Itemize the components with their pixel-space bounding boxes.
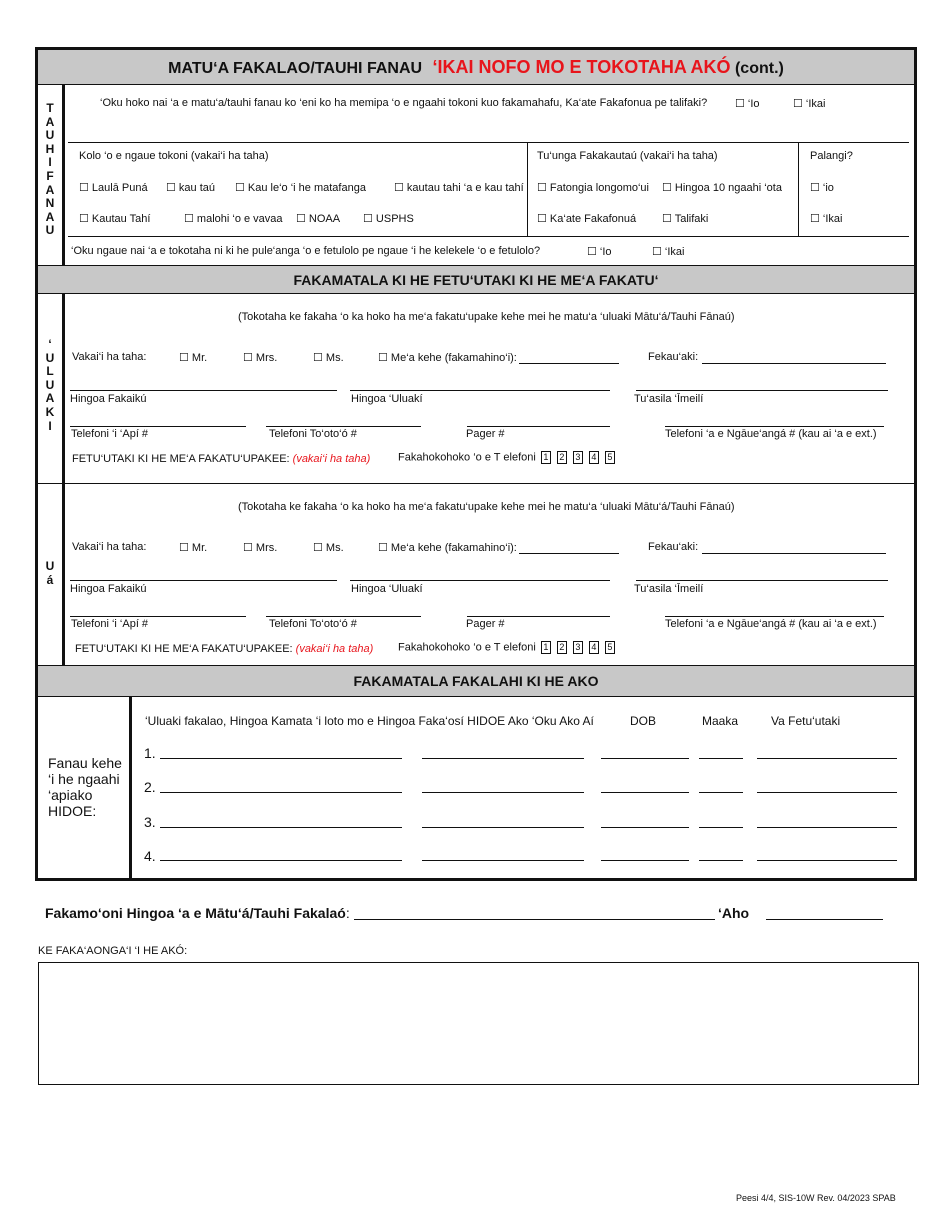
siblings-left-label: Fanau kehe ‘i he ngaahi ‘apiako HIDOE: xyxy=(48,755,122,819)
contact-2-fetu-note: (vakai‘i ha taha) xyxy=(295,643,374,655)
contact-1-mrs[interactable]: ☐ Mrs. xyxy=(243,352,278,364)
sibling-row-1: 1. xyxy=(144,745,156,761)
kolo-opt-2[interactable]: ☐ kau taú xyxy=(166,182,216,194)
contact-2-pager-label: Pager # xyxy=(466,618,505,630)
sibling-1-school-input[interactable] xyxy=(422,758,584,759)
contact-1-uluaki-label: Hingoa ‘Uluakí xyxy=(351,393,423,405)
contact-2-home-input[interactable] xyxy=(70,616,246,617)
kolo-opt-4[interactable]: ☐ kautau tahi ‘a e kau tahí xyxy=(394,182,524,194)
contact-2-side-label: U á xyxy=(45,559,55,587)
palangi-label: Palangi? xyxy=(810,150,853,162)
extra-header xyxy=(38,665,914,697)
contact-header-text: FAKAMATALA KI HE FETU‘UTAKI KI HE ME‘A FAKATU‘ xyxy=(293,272,659,288)
contact-1-home-label: Telefoni ‘i ‘Apí # xyxy=(71,428,149,440)
contact-1-fekau: Fekau‘aki: xyxy=(648,351,699,363)
contact-2-num-1[interactable]: 1 xyxy=(541,641,551,654)
contact-2-uluaki-input[interactable] xyxy=(350,580,610,581)
sibling-3-school-input[interactable] xyxy=(422,827,584,828)
contact-2-faka-input[interactable] xyxy=(70,580,337,581)
sibling-2-maaka-input[interactable] xyxy=(699,792,743,793)
contact-2-side xyxy=(38,484,65,665)
kolo-opt-3[interactable]: ☐ Kau le‘o ‘i he matafanga xyxy=(235,182,366,194)
sibling-4-dob-input[interactable] xyxy=(601,860,689,861)
tauhi-question: ‘Oku hoko nai ‘a e matu‘a/tauhi fanau ko ‘eni ko ha memipa ‘o e ngaahi tokoni kuo fakamahafu, Ka‘ate Fakafonua pe talifaki? xyxy=(100,97,708,109)
contact-1-home-input[interactable] xyxy=(70,426,246,427)
sibling-2-name-input[interactable] xyxy=(160,792,402,793)
contact-1-note: (Tokotaha ke fakaha ‘o ka hoko ha me‘a fakatu‘upake kehe mei he matu‘a ‘uluaki Mātu‘á/Tauhi Fānaú) xyxy=(238,311,735,323)
contact-2-fekau: Fekau‘aki: xyxy=(648,541,699,553)
aho-label: ‘Aho xyxy=(718,905,750,921)
kolo-opt-7[interactable]: ☐ NOAA xyxy=(296,213,341,225)
contact-2-fetu-label: FETU‘UTAKI KI HE ME‘A FAKATU‘UPAKEE: xyxy=(75,643,293,655)
contact-1-faka-label: Hingoa Fakaikú xyxy=(70,393,147,405)
contact-2-fakaho xyxy=(398,641,621,654)
contact-2-num-2[interactable]: 2 xyxy=(557,641,567,654)
tauhi-q2-yes[interactable]: ☐ ‘Io xyxy=(587,246,612,258)
contact-divider xyxy=(38,483,914,484)
contact-1-mr[interactable]: ☐ Mr. xyxy=(179,352,208,364)
contact-1-fekau-input[interactable] xyxy=(702,363,886,364)
contact-2-cell-label: Telefoni To‘oto‘ó # xyxy=(269,618,357,630)
kolo-opt-5[interactable]: ☐ Kautau Tahí xyxy=(79,213,151,225)
signature-label xyxy=(45,905,350,921)
contact-2-fakaho-label: Fakahokohoko ‘o e T elefoni xyxy=(398,641,536,654)
contact-1-num-1[interactable]: 1 xyxy=(541,451,551,464)
contact-1-pager-label: Pager # xyxy=(466,428,505,440)
contact-1-other[interactable]: ☐ Me‘a kehe (fakamahino‘i): xyxy=(378,352,517,364)
form-frame xyxy=(35,47,917,881)
title-cont: (cont.) xyxy=(734,60,784,77)
sibling-3-maaka-input[interactable] xyxy=(699,827,743,828)
tuunga-opt-3[interactable]: ☐ Ka‘ate Fakafonuá xyxy=(537,213,637,225)
sibling-row-4: 4. xyxy=(144,848,156,864)
signature-colon: : xyxy=(345,905,350,921)
contact-1-faka-input[interactable] xyxy=(70,390,337,391)
aho-input[interactable] xyxy=(766,919,883,920)
contact-1-email-input[interactable] xyxy=(636,390,888,391)
contact-1-fakaho-label: Fakahokohoko ‘o e T elefoni xyxy=(398,451,536,464)
contact-header xyxy=(38,265,914,294)
signature-input[interactable] xyxy=(354,919,715,920)
sibling-3-va-input[interactable] xyxy=(757,827,897,828)
siblings-col-va: Va Fetu‘utaki xyxy=(771,714,841,728)
sibling-row-3: 3. xyxy=(144,814,156,830)
sibling-4-maaka-input[interactable] xyxy=(699,860,743,861)
contact-1-num-4[interactable]: 4 xyxy=(589,451,599,464)
title-main: MATU‘A FAKALAO/TAUHI FANAU xyxy=(168,60,423,77)
sibling-1-maaka-input[interactable] xyxy=(699,758,743,759)
tauhi-q-yes[interactable]: ☐ ‘Io xyxy=(735,98,760,110)
sibling-4-school-input[interactable] xyxy=(422,860,584,861)
sibling-3-name-input[interactable] xyxy=(160,827,402,828)
contact-1-fetu xyxy=(72,453,370,465)
contact-2-vakai: Vakai‘i ha taha: xyxy=(72,541,147,553)
contact-2-ms[interactable]: ☐ Ms. xyxy=(313,542,344,554)
contact-1-work-label: Telefoni ‘a e Ngāue‘angá # (kau ai ‘a e ext.) xyxy=(665,428,877,440)
contact-2-mr[interactable]: ☐ Mr. xyxy=(179,542,208,554)
tuunga-opt-1[interactable]: ☐ Fatongia longomo‘ui xyxy=(537,182,649,194)
contact-1-vakai: Vakai‘i ha taha: xyxy=(72,351,147,363)
contact-2-faka-label: Hingoa Fakaikú xyxy=(70,583,147,595)
contact-1-num-2[interactable]: 2 xyxy=(557,451,567,464)
tauhi-q2-no[interactable]: ☐ ‘Ikai xyxy=(652,246,685,258)
sibling-1-dob-input[interactable] xyxy=(601,758,689,759)
contact-1-fetu-note: (vakai‘i ha taha) xyxy=(292,453,371,465)
contact-1-cell-label: Telefoni To‘oto‘ó # xyxy=(269,428,357,440)
contact-2-num-5[interactable]: 5 xyxy=(605,641,615,654)
sibling-2-va-input[interactable] xyxy=(757,792,897,793)
kolo-opt-8[interactable]: ☐ USPHS xyxy=(363,213,414,225)
sibling-1-va-input[interactable] xyxy=(757,758,897,759)
contact-2-fekau-input[interactable] xyxy=(702,553,886,554)
school-use-box[interactable] xyxy=(38,962,919,1085)
contact-2-email-input[interactable] xyxy=(636,580,888,581)
signature-label-text: Fakamo‘oni Hingoa ‘a e Mātu‘á/Tauhi Fakalaó xyxy=(45,905,346,921)
contact-2-note: (Tokotaha ke fakaha ‘o ka hoko ha me‘a fakatu‘upake kehe mei he matu‘a ‘uluaki Mātu‘á/Tauhi Fānaú) xyxy=(238,501,735,513)
contact-2-num-3[interactable]: 3 xyxy=(573,641,583,654)
extra-header-text: FAKAMATALA FAKALAHI KI HE AKO xyxy=(353,673,599,689)
tauhi-side xyxy=(38,85,65,265)
contact-2-work-input[interactable] xyxy=(665,616,884,617)
sibling-2-dob-input[interactable] xyxy=(601,792,689,793)
contact-2-pager-input[interactable] xyxy=(467,616,610,617)
sibling-3-dob-input[interactable] xyxy=(601,827,689,828)
kolo-label: Kolo ‘o e ngaue tokoni (vakai‘i ha taha) xyxy=(79,150,269,162)
palangi-opt-1[interactable]: ☐ ‘io xyxy=(810,182,834,194)
contact-1-ms[interactable]: ☐ Ms. xyxy=(313,352,344,364)
contact-1-side-label: ‘ U L U A K I xyxy=(45,337,55,433)
contact-1-other-input[interactable] xyxy=(519,363,619,364)
contact-1-fakaho xyxy=(398,451,621,464)
sibling-4-va-input[interactable] xyxy=(757,860,897,861)
contact-1-work-input[interactable] xyxy=(665,426,884,427)
kolo-opt-6[interactable]: ☐ malohi ‘o e vavaa xyxy=(184,213,283,225)
contact-1-side xyxy=(38,294,65,484)
title-red: ‘IKAI NOFO MO E TOKOTAHA AKÓ xyxy=(432,57,731,77)
contact-1-fetu-label: FETU‘UTAKI KI HE ME‘A FAKATU‘UPAKEE: xyxy=(72,453,290,465)
siblings-col-dob: DOB xyxy=(630,714,657,728)
sibling-2-school-input[interactable] xyxy=(422,792,584,793)
contact-1-email-label: Tu‘asila ‘Īmeilí xyxy=(634,393,704,405)
contact-1-uluaki-input[interactable] xyxy=(350,390,610,391)
contact-1-num-3[interactable]: 3 xyxy=(573,451,583,464)
tauhi-q2: ‘Oku ngaue nai ‘a e tokotaha ni ki he pule‘anga ‘o e fetulolo pe ngaue ‘i he kelekele ‘o e fetulolo? xyxy=(71,245,541,257)
siblings-col-header: ‘Uluaki fakalao, Hingoa Kamata ‘i loto mo e Hingoa Faka‘osí HIDOE Ako ‘Oku Ako Aí xyxy=(145,714,594,728)
contact-2-num-4[interactable]: 4 xyxy=(589,641,599,654)
contact-1-pager-input[interactable] xyxy=(467,426,610,427)
title-header xyxy=(38,50,914,85)
contact-2-fetu xyxy=(75,643,373,655)
tuunga-opt-2[interactable]: ☐ Hingoa 10 ngaahi ‘ota xyxy=(662,182,782,194)
contact-2-email-label: Tu‘asila ‘Īmeilí xyxy=(634,583,704,595)
sibling-4-name-input[interactable] xyxy=(160,860,402,861)
sibling-row-2: 2. xyxy=(144,779,156,795)
tauhi-side-label: T A U H I F A N A U xyxy=(45,101,55,238)
tuunga-opt-4[interactable]: ☐ Talifaki xyxy=(662,213,709,225)
contact-2-other-input[interactable] xyxy=(519,553,619,554)
kolo-opt-1[interactable]: ☐ Laulā Puná xyxy=(79,182,148,194)
school-use-label: KE FAKA‘AONGA‘I ‘I HE AKÓ: xyxy=(38,945,188,957)
contact-2-home-label: Telefoni ‘i ‘Apí # xyxy=(71,618,149,630)
palangi-opt-2[interactable]: ☐ ‘Ikai xyxy=(810,213,843,225)
contact-2-cell-input[interactable] xyxy=(266,616,421,617)
contact-1-cell-input[interactable] xyxy=(266,426,421,427)
contact-2-work-label: Telefoni ‘a e Ngāue‘angá # (kau ai ‘a e ext.) xyxy=(665,618,877,630)
contact-2-uluaki-label: Hingoa ‘Uluakí xyxy=(351,583,423,595)
tuunga-label: Tu‘unga Fakakautaú (vakai‘i ha taha) xyxy=(537,150,718,162)
contact-2-mrs[interactable]: ☐ Mrs. xyxy=(243,542,278,554)
tauhi-q-no[interactable]: ☐ ‘Ikai xyxy=(793,98,826,110)
siblings-col-maaka: Maaka xyxy=(702,714,739,728)
footer-text: Peesi 4/4, SIS-10W Rev. 04/2023 SPAB xyxy=(736,1193,896,1203)
contact-1-num-5[interactable]: 5 xyxy=(605,451,615,464)
sibling-1-name-input[interactable] xyxy=(160,758,402,759)
contact-2-other[interactable]: ☐ Me‘a kehe (fakamahino‘i): xyxy=(378,542,517,554)
